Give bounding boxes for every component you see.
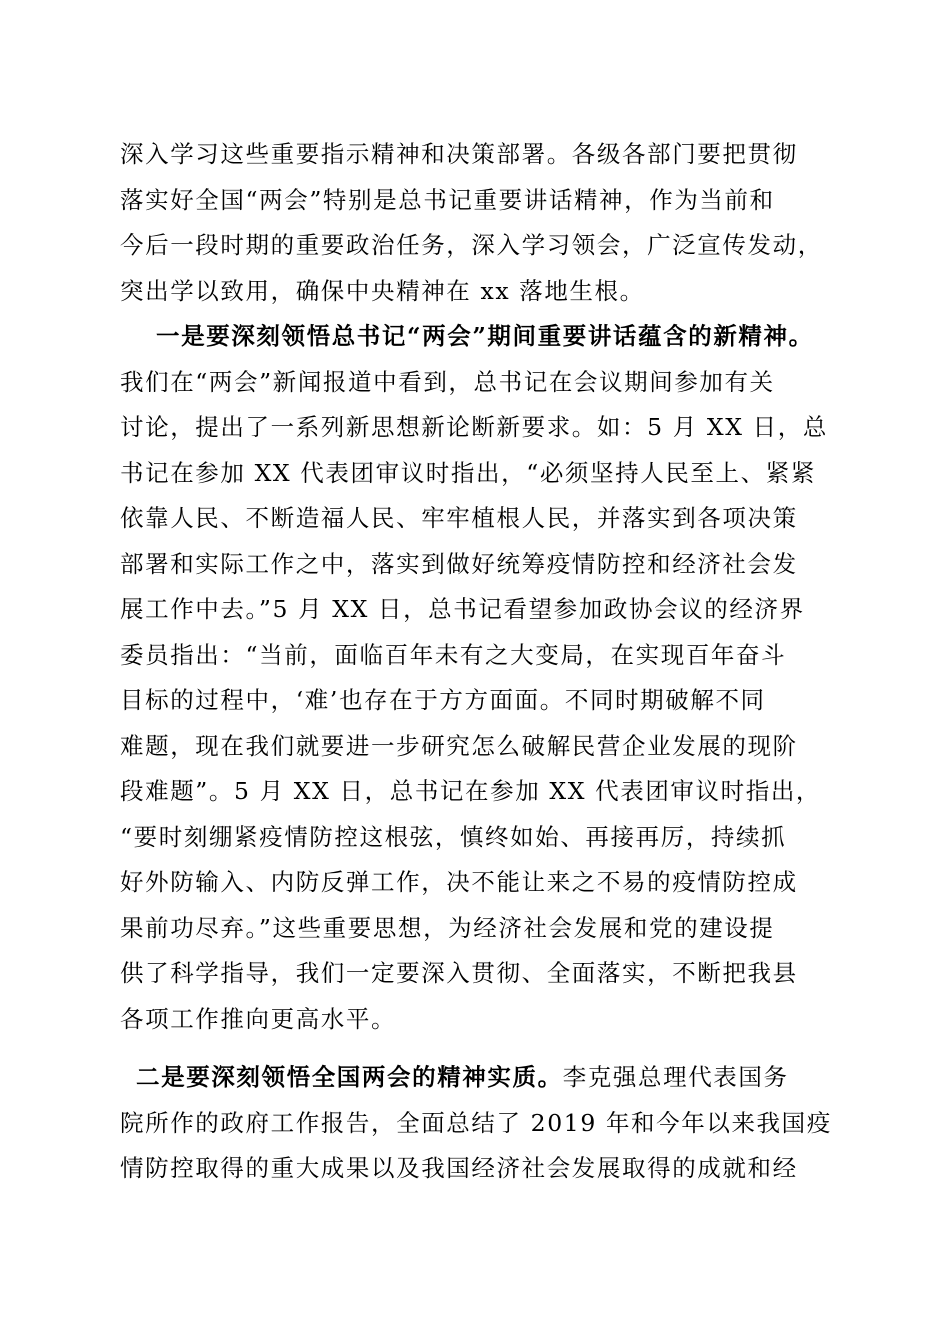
text-line: 落实好全国“两会”特别是总书记重要讲话精神，作为当前和	[120, 185, 775, 214]
document-body	[120, 132, 835, 1192]
text-line: 各项工作推向更高水平。	[120, 1004, 397, 1033]
text-line: 供了科学指导，我们一定要深入贯彻、全面落实，不断把我县	[120, 959, 798, 987]
text-line: 目标的过程中，‘难’也存在于方方面面。不同时期破解不同	[120, 686, 766, 714]
text-line: 段难题”。5 月 XX 日，总书记在参加 XX 代表团审议时指出，	[120, 777, 822, 805]
text-line: 依靠人民、不断造福人民、牢牢植根人民，并落实到各项决策	[120, 504, 798, 532]
text-line: 展工作中去。”5 月 XX 日，总书记看望参加政协会议的经济界	[120, 595, 805, 623]
text-line: 突出学以致用，确保中央精神在 xx 落地生根。	[120, 276, 645, 305]
text-line: 果前功尽弃。”这些重要思想，为经济社会发展和党的建设提	[120, 913, 775, 942]
paragraph-2	[120, 314, 835, 1042]
text-line: 情防控取得的重大成果以及我国经济社会发展取得的成就和经	[120, 1154, 798, 1182]
text-line: 讨论，提出了一系列新思想新论断新要求。如：5 月 XX 日，总	[120, 413, 828, 441]
text-line: 书记在参加 XX 代表团审议时指出，“必须坚持人民至上、紧紧	[120, 458, 816, 487]
text-line: 部署和实际工作之中，落实到做好统筹疫情防控和经济社会发	[120, 549, 798, 578]
text-line: 委员指出：“当前，面临百年未有之大变局，在实现百年奋斗	[120, 640, 787, 669]
paragraph-heading: 二是要深刻领悟全国两会的精神实质。	[136, 1063, 563, 1091]
text-line: “要时刻绷紧疫情防控这根弦，慎终如始、再接再厉，持续抓	[120, 822, 787, 851]
paragraph-3	[120, 1055, 835, 1192]
text-line: 我们在“两会”新闻报道中看到，总书记在会议期间参加有关	[120, 367, 775, 396]
text-line: 深入学习这些重要指示精神和决策部署。各级各部门要把贯彻	[120, 140, 798, 168]
paragraph-first-line-rest: 李克强总理代表国务	[562, 1063, 789, 1091]
paragraph-first-line	[120, 1055, 835, 1101]
text-line: 院所作的政府工作报告，全面总结了 2019 年和今年以来我国疫	[120, 1108, 832, 1137]
text-line: 难题，现在我们就要进一步研究怎么破解民营企业发展的现阶	[120, 731, 798, 760]
paragraph-heading: 一是要深刻领悟总书记“两会”期间重要讲话蕴含的新精神。	[156, 322, 814, 350]
paragraph-1	[120, 132, 835, 314]
text-line: 今后一段时期的重要政治任务，深入学习领会，广泛宣传发动，	[120, 231, 823, 259]
paragraph-spacer	[120, 1042, 835, 1055]
text-line: 好外防输入、内防反弹工作，决不能让来之不易的疫情防控成	[120, 868, 798, 896]
